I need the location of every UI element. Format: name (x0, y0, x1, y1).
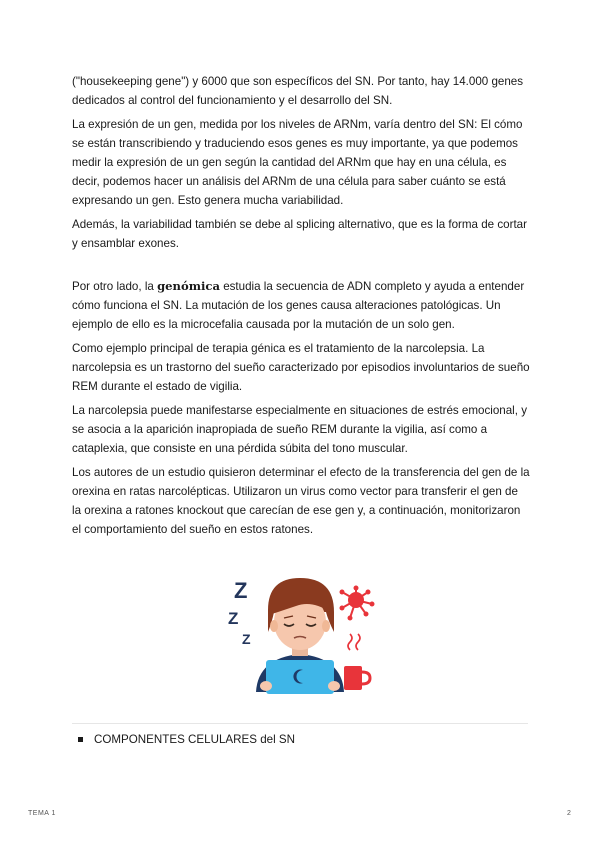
paragraph-5: Como ejemplo principal de terapia génica es el tratamiento de la narcolepsia. La narcolepsia es un trastorno del sueño caracterizado por episodios involuntarios de sueño REM durante el estado de vigilia. (72, 342, 530, 393)
paragraph-2: La expresión de un gen, medida por los niveles de ARNm, varía dentro del SN: El cómo se están transcribiendo y traduciendo esos genes es muy importante, ya que podemos medir la expresión de un gen según la cantidad del ARNm que hay en una célula, es decir, podemos hacer un análisis del ARNm de una célula para saber cuánto se está expresando un gen. Esto genera mucha variabilidad. (72, 118, 523, 207)
list-item (78, 733, 295, 746)
footer-section-label: TEMA 1 (28, 810, 56, 817)
laptop (266, 660, 334, 694)
z-letter-medium: Z (228, 609, 239, 628)
z-letter-small: Z (242, 631, 251, 647)
paragraph-6: La narcolepsia puede manifestarse especialmente en situaciones de estrés emocional, y se asocia a la aparición inapropiada de sueño REM durante la vigilia, así como a cataplexia, que consiste en una pérdida súbita del tono muscular. (72, 404, 527, 455)
bold-term-genomica: genómica (157, 279, 220, 293)
virus-icon (340, 586, 375, 621)
paragraph-4-start: Por otro lado, la (72, 280, 158, 293)
page-number: 2 (567, 810, 571, 817)
z-letter-large: Z (234, 578, 248, 603)
sleepy-person-laptop-icon (200, 566, 404, 704)
paragraph-7: Los autores de un estudio quisieron determinar el efecto de la transferencia del gen de la orexina en ratas narcolépticas. Utilizaron un virus como vector para transferir el gen de la orexina a ratones knockout que carecían de ese gen y, a continuación, monitorizaron el comportamiento del sueño en estos ratones. (72, 466, 530, 536)
body-text (72, 72, 530, 544)
paragraph-4-end: estudia la secuencia de ADN completo y ayuda a entender cómo funciona el SN. La mutación de los genes causa alteraciones patológicas. Un ejemplo de ello es la microcefalia causada por la mutación de un solo gen. (72, 280, 525, 331)
paragraph-1: ("housekeeping gene") y 6000 que son específicos del SN. Por tanto, hay 14.000 genes dedicados al control del funcionamiento y el desarrollo del SN. (72, 75, 524, 107)
sleepy-person-illustration (200, 566, 404, 704)
square-bullet-icon (78, 737, 83, 742)
paragraph-4 (72, 277, 530, 334)
paragraph-3: Además, la variabilidad también se debe al splicing alternativo, que es la forma de cortar y ensamblar exones. (72, 218, 527, 250)
section-divider (72, 723, 528, 724)
bullet-item-label: COMPONENTES CELULARES del SN (94, 733, 296, 746)
coffee-mug-icon (344, 634, 370, 690)
